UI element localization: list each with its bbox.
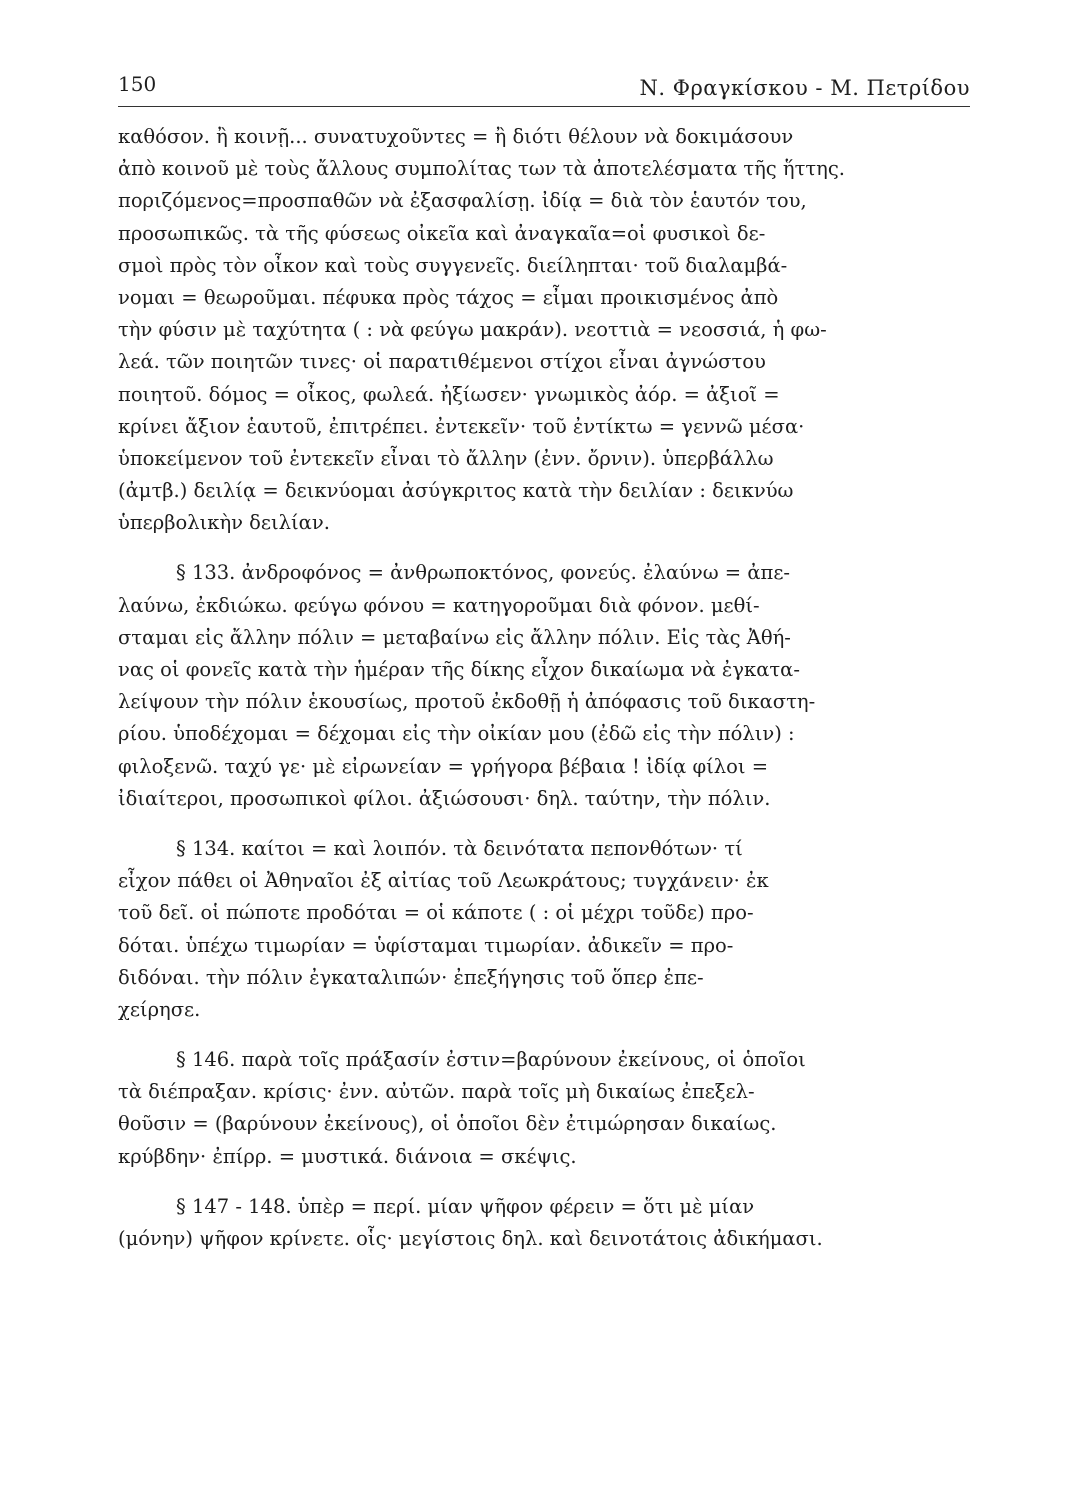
paragraph-section-146 [118, 1044, 966, 1173]
text-line: λεά. τῶν ποιητῶν τινες· οἱ παρατιθέμενοι στίχοι εἶναι ἀγνώστου [118, 350, 766, 374]
text-line: προσωπικῶς. τὰ τῆς φύσεως οἰκεῖα καὶ ἀναγκαῖα=οἱ φυσικοὶ δε- [118, 221, 766, 245]
text-line: τὴν φύσιν μὲ ταχύτητα ( : νὰ φεύγω μακράν). νεοττιὰ = νεοσσιά, ἡ φω- [118, 318, 827, 342]
text-line: φιλοξενῶ. ταχύ γε· μὲ εἰρωνείαν = γρήγορα βέβαια ! ἰδίᾳ φίλοι = [118, 754, 769, 778]
text-line: ὑποκείμενον τοῦ ἐντεκεῖν εἶναι τὸ ἄλλην (ἐνν. ὄρνιν). ὑπερβάλλω [118, 446, 774, 470]
text-line: χείρησε. [118, 997, 201, 1021]
text-line: σμοὶ πρὸς τὸν οἶκον καὶ τοὺς συγγενεῖς. διείληπται· τοῦ διαλαμβά- [118, 253, 788, 277]
paragraph-gap [118, 539, 966, 557]
text-line: διδόναι. τὴν πόλιν ἐγκαταλιπών· ἐπεξήγησις τοῦ ὅπερ ἐπε- [118, 965, 704, 989]
text-line: ὑπερβολικὴν δειλίαν. [118, 511, 330, 535]
paragraph-gap [118, 1173, 966, 1191]
text-line: § 133. ἀνδροφόνος = ἀνθρωποκτόνος, φονεύς. ἐλαύνω = ἀπε- [176, 561, 791, 585]
text-line: § 147 - 148. ὑπὲρ = περί. μίαν ψῆφον φέρειν = ὅτι μὲ μίαν [176, 1194, 755, 1218]
page-number: 150 [118, 72, 157, 96]
text-line: (ἀμτβ.) δειλίᾳ = δεικνύομαι ἀσύγκριτος κατὰ τὴν δειλίαν : δεικνύω [118, 479, 794, 503]
text-line: θοῦσιν = (βαρύνουν ἐκείνους), οἱ ὁποῖοι δὲν ἐτιμώρησαν δικαίως. [118, 1112, 777, 1136]
text-line: νας οἱ φονεῖς κατὰ τὴν ἡμέραν τῆς δίκης εἶχον δικαίωμα νὰ ἐγκατα- [118, 658, 800, 681]
text-line: ἀπὸ κοινοῦ μὲ τοὺς ἄλλους συμπολίτας των τὰ ἀποτελέσματα τῆς ἥττης. [118, 157, 845, 181]
paragraph-section-134 [118, 833, 966, 1026]
text-line: λαύνω, ἐκδιώκω. φεύγω φόνου = κατηγοροῦμαι διὰ φόνον. μεθί- [118, 593, 760, 617]
text-line: (μόνην) ψῆφον κρίνετε. οἷς· μεγίστοις δηλ. καὶ δεινοτάτοις ἀδικήμασι. [118, 1227, 823, 1250]
text-line: εἶχον πάθει οἱ Ἀθηναῖοι ἐξ αἰτίας τοῦ Λεωκράτους; τυγχάνειν· ἐκ [118, 869, 769, 893]
paragraph-gap [118, 1026, 966, 1044]
running-head: Ν. Φραγκίσκου - Μ. Πετρίδου [639, 76, 970, 100]
text-line: τοῦ δεῖ. οἱ πώποτε προδόται = οἱ κάποτε ( : οἱ μέχρι τοῦδε) προ- [118, 901, 754, 925]
text-line: δόται. ὑπέχω τιμωρίαν = ὑφίσταμαι τιμωρίαν. ἀδικεῖν = προ- [118, 933, 734, 957]
text-line: § 134. καίτοι = καὶ λοιπόν. τὰ δεινότατα πεπονθότων· τί [176, 836, 743, 860]
text-line: ποιητοῦ. δόμος = οἶκος, φωλεά. ἠξίωσεν· γνωμικὸς ἀόρ. = ἀξιοῖ = [118, 382, 780, 406]
paragraph-section-133 [118, 557, 966, 815]
text-line: νομαι = θεωροῦμαι. πέφυκα πρὸς τάχος = εἶμαι προικισμένος ἀπὸ [118, 285, 779, 309]
text-line: τὰ διέπραξαν. κρίσις· ἐνν. αὐτῶν. παρὰ τοῖς μὴ δικαίως ἐπεξελ- [118, 1080, 755, 1104]
paragraph-section-147-148 [118, 1191, 966, 1255]
text-line: λείψουν τὴν πόλιν ἑκουσίως, προτοῦ ἐκδοθῇ ἡ ἀπόφασις τοῦ δικαστη- [118, 690, 816, 714]
text-line: κρύβδην· ἐπίρρ. = μυστικά. διάνοια = σκέψις. [118, 1144, 577, 1168]
text-line: σταμαι εἰς ἄλλην πόλιν = μεταβαίνω εἰς ἄλλην πόλιν. Εἰς τὰς Ἀθή- [118, 625, 791, 649]
text-line: κρίνει ἄξιον ἑαυτοῦ, ἐπιτρέπει. ἐντεκεῖν· τοῦ ἐντίκτω = γεννῶ μέσα· [118, 414, 805, 438]
page-header [118, 66, 970, 107]
body-text [118, 121, 966, 1255]
text-line: § 146. παρὰ τοῖς πράξασίν ἐστιν=βαρύνουν ἐκείνους, οἱ ὁποῖοι [176, 1048, 806, 1072]
paragraph-commentary [118, 121, 966, 539]
paragraph-gap [118, 815, 966, 833]
text-line: καθόσον. ἢ κοινῇ... συνατυχοῦντες = ἢ διότι θέλουν νὰ δοκιμάσουν [118, 125, 794, 148]
text-line: ἰδιαίτεροι, προσωπικοὶ φίλοι. ἀξιώσουσι· δηλ. ταύτην, τὴν πόλιν. [118, 786, 771, 810]
text-line: ρίου. ὑποδέχομαι = δέχομαι εἰς τὴν οἰκίαν μου (ἐδῶ εἰς τὴν πόλιν) : [118, 722, 795, 746]
text-line: ποριζόμενος=προσπαθῶν νὰ ἐξασφαλίσῃ. ἰδίᾳ = διὰ τὸν ἑαυτόν του, [118, 189, 807, 213]
